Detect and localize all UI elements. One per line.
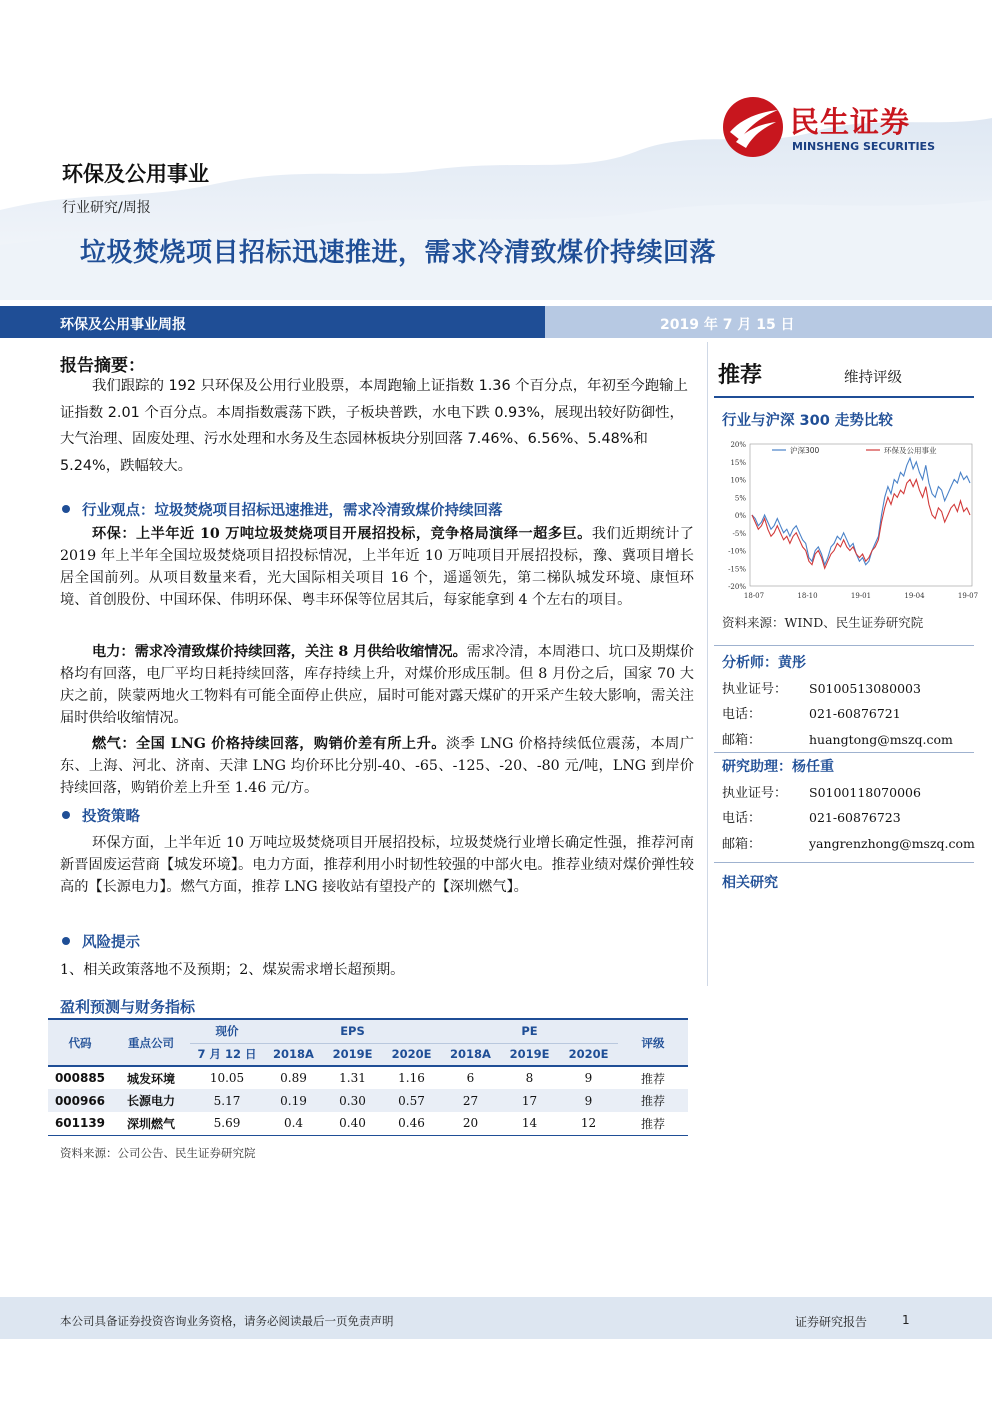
chart-grid xyxy=(750,444,972,586)
header-price-date: 7 月 12 日 xyxy=(190,1043,264,1066)
header-rating: 评级 xyxy=(618,1020,688,1066)
table-row xyxy=(48,1089,688,1112)
header-price: 现价 xyxy=(190,1020,264,1043)
gas-paragraph xyxy=(60,733,694,799)
env-lead: 环保：上半年近 10 万吨垃圾焚烧项目开展招投标，竞争格局演绎一超多巨。 xyxy=(92,526,592,542)
logo-text-en: MINSHENG SECURITIES xyxy=(792,140,935,153)
cell-pe-2019e: 14 xyxy=(500,1112,559,1135)
assistant-phone-label: 电话： xyxy=(722,811,762,826)
series-line-1 xyxy=(752,480,970,569)
x-tick-label: 18-10 xyxy=(797,592,818,600)
summary-heading: 报告摘要： xyxy=(60,356,145,376)
rating-maintain: 维持评级 xyxy=(844,370,902,386)
header-eps-2020e: 2020E xyxy=(382,1043,441,1066)
chart-legend xyxy=(772,445,937,455)
invest-heading xyxy=(62,805,140,826)
y-tick-label: 5% xyxy=(734,494,746,503)
gas-lead: 燃气：全国 LNG 价格持续回落，购销价差有所上升。 xyxy=(92,736,446,752)
analyst-heading: 分析师：黄彤 xyxy=(722,655,806,671)
cell-pe-2018a: 6 xyxy=(441,1066,500,1089)
analyst-phone xyxy=(722,703,901,722)
analyst-phone-value: 021-60876721 xyxy=(809,706,901,721)
header-pe-2020e: 2020E xyxy=(559,1043,618,1066)
y-tick-label: 20% xyxy=(730,441,746,449)
analyst-phone-label: 电话： xyxy=(722,707,762,722)
invest-text: 环保方面，上半年近 10 万吨垃圾焚烧项目开展招投标，垃圾焚烧行业增长确定性强，推荐河南新晋固废运营商【城发环境】。电力方面，推荐利用小时韧性较强的中部火电。推荐业绩对煤价弹性较高的【长源电力】。燃气方面，推荐 LNG 接收站有望投产的【深圳燃气】。 xyxy=(60,835,694,895)
analyst-license xyxy=(722,678,921,697)
header-eps: EPS xyxy=(264,1020,441,1043)
y-tick-label: 15% xyxy=(730,458,746,467)
cell-pe-2018a: 27 xyxy=(441,1089,500,1112)
logo-icon xyxy=(722,96,784,158)
assistant-license-value: S0100118070006 xyxy=(809,785,921,800)
cell-code: 000966 xyxy=(48,1089,112,1112)
assistant-email xyxy=(722,833,975,852)
bullet-icon xyxy=(62,505,70,513)
trend-title: 行业与沪深 300 走势比较 xyxy=(722,413,893,429)
report-title: 垃圾焚烧项目招标迅速推进，需求冷清致煤价持续回落 xyxy=(80,238,717,268)
cell-code: 000885 xyxy=(48,1066,112,1089)
cell-rating: 推荐 xyxy=(618,1066,688,1089)
y-tick-label: -10% xyxy=(728,547,746,556)
summary-text: 我们跟踪的 192 只环保及公用行业股票，本周跑输上证指数 1.36 个百分点，年初至今跑输上证指数 2.01 个百分点。本周指数震荡下跌，子板块普跌，水电下跌 0.93%，展现出较好防御性，大气治理、固废处理、污水处理和水务及生态园林板块分别回落 7.46%、6.56%、5.48%和 5.24%，跌幅较大。 xyxy=(60,378,688,474)
cell-pe-2020e: 9 xyxy=(559,1089,618,1112)
header-company: 重点公司 xyxy=(112,1020,190,1066)
legend-label-1: 环保及公用事业 xyxy=(884,446,937,455)
report-date: 2019 年 7 月 15 日 xyxy=(660,317,795,333)
header-pe-2019e: 2019E xyxy=(500,1043,559,1066)
env-text: 我们近期统计了 2019 年上半年全国垃圾焚烧项目招投标情况，上半年近 10 万吨项目开展招投标，豫、冀项目增长居全国前列。从项目数量来看，光大国际相关项目 16 个，遥遥领先，第二梯队城发环境、康恒环境、首创股份、中国环保、伟明环保、粤丰环保等位居其后，每家能拿到 4 个左右的项目。 xyxy=(60,526,694,608)
assistant-rule xyxy=(714,752,974,753)
cell-eps-2020e: 0.46 xyxy=(382,1112,441,1135)
cell-eps-2018a: 0.4 xyxy=(264,1112,323,1135)
page-number: 1 xyxy=(902,1313,910,1327)
report-type: 行业研究/周报 xyxy=(62,200,151,216)
x-tick-label: 18-07 xyxy=(743,592,765,600)
cell-pe-2020e: 9 xyxy=(559,1066,618,1089)
risk-heading xyxy=(62,931,140,952)
cell-price: 5.69 xyxy=(190,1112,264,1135)
chart-frame xyxy=(750,444,972,586)
header-eps-2019e: 2019E xyxy=(323,1043,382,1066)
rating-rule xyxy=(714,396,974,398)
bullet-icon xyxy=(62,937,70,945)
cell-pe-2019e: 17 xyxy=(500,1089,559,1112)
cell-name: 深圳燃气 xyxy=(112,1112,190,1135)
risk-heading-text: 风险提示 xyxy=(82,934,140,951)
power-paragraph xyxy=(60,641,694,729)
assistant-heading: 研究助理：杨任重 xyxy=(722,759,834,775)
cell-price: 5.17 xyxy=(190,1089,264,1112)
header-pe-2018a: 2018A xyxy=(441,1043,500,1066)
cell-rating: 推荐 xyxy=(618,1089,688,1112)
footer-report-label: 证券研究报告 xyxy=(795,1315,868,1329)
cell-eps-2018a: 0.19 xyxy=(264,1089,323,1112)
header-eps-2018a: 2018A xyxy=(264,1043,323,1066)
chart-lines xyxy=(752,458,970,568)
cell-name: 长源电力 xyxy=(112,1089,190,1112)
assistant-license xyxy=(722,782,921,801)
chart-x-ticks xyxy=(744,592,978,600)
table-row xyxy=(48,1112,688,1135)
y-tick-label: 10% xyxy=(730,476,746,485)
analyst-email-label: 邮箱： xyxy=(722,733,762,748)
cell-price: 10.05 xyxy=(190,1066,264,1089)
cell-pe-2018a: 20 xyxy=(441,1112,500,1135)
cell-eps-2019e: 0.40 xyxy=(323,1112,382,1135)
cell-rating: 推荐 xyxy=(618,1112,688,1135)
cell-name: 城发环境 xyxy=(112,1066,190,1089)
y-tick-label: -20% xyxy=(728,583,746,591)
chart-y-ticks xyxy=(728,441,746,591)
analyst-email-value[interactable]: huangtong@mszq.com xyxy=(809,732,953,747)
y-tick-label: 0% xyxy=(734,512,746,520)
bullet-icon xyxy=(62,811,70,819)
sector-title: 环保及公用事业 xyxy=(62,162,209,186)
cell-eps-2018a: 0.89 xyxy=(264,1066,323,1089)
view-heading xyxy=(62,499,503,520)
column-divider xyxy=(707,342,708,986)
trend-chart xyxy=(716,436,978,606)
assistant-email-label: 邮箱： xyxy=(722,837,762,852)
cell-code: 601139 xyxy=(48,1112,112,1135)
x-tick-label: 19-07 xyxy=(957,592,978,600)
analyst-rule xyxy=(714,645,974,646)
power-lead: 电力：需求冷清致煤价持续回落，关注 8 月供给收缩情况。 xyxy=(92,644,467,660)
logo-text-cn: 民生证券 xyxy=(790,105,911,139)
table-row xyxy=(48,1066,688,1089)
footer-disclaimer: 本公司具备证券投资咨询业务资格，请务必阅读最后一页免责声明 xyxy=(60,1314,394,1328)
band-label: 环保及公用事业周报 xyxy=(60,317,186,333)
legend-label-0: 沪深300 xyxy=(790,446,820,455)
assistant-phone-value: 021-60876723 xyxy=(809,810,901,825)
env-paragraph xyxy=(60,523,694,611)
analyst-license-label: 执业证号： xyxy=(722,682,788,697)
related-rule xyxy=(714,862,974,863)
financials-source: 资料来源：公司公告、民生证券研究院 xyxy=(60,1146,256,1160)
rating-label: 推荐 xyxy=(718,363,763,388)
view-heading-text: 行业观点：垃圾焚烧项目招标迅速推进，需求冷清致煤价持续回落 xyxy=(82,502,503,519)
assistant-email-value[interactable]: yangrenzhong@mszq.com xyxy=(809,836,975,851)
cell-eps-2020e: 0.57 xyxy=(382,1089,441,1112)
cell-eps-2020e: 1.16 xyxy=(382,1066,441,1089)
financials-table xyxy=(48,1020,688,1136)
header-code: 代码 xyxy=(48,1020,112,1066)
y-tick-label: -15% xyxy=(728,565,746,574)
cell-eps-2019e: 1.31 xyxy=(323,1066,382,1089)
trend-source: 资料来源：WIND、民生证券研究院 xyxy=(722,615,924,630)
related-heading: 相关研究 xyxy=(722,875,778,891)
power-text: 需求冷清，本周港口、坑口及期煤价格均有回落，电厂平均日耗持续回落，库存持续上升，对煤价形成压制。但 8 月份之后，国家 70 大庆之前，陕蒙两地火工物料有可能全面停止供应，届时可能对露天煤矿的开采产生较大影响，需关注届时供给收缩情况。 xyxy=(60,644,694,726)
gas-text: 淡季 LNG 价格持续低位震荡，本周广东、上海、河北、济南、天津 LNG 均价环比分别-40、-65、-125、-20、-80 元/吨，LNG 到岸价持续回落，购销价差上升至 1.46 元/方。 xyxy=(60,736,694,796)
header-pe: PE xyxy=(441,1020,618,1043)
x-tick-label: 19-01 xyxy=(850,592,872,600)
cell-pe-2020e: 12 xyxy=(559,1112,618,1135)
analyst-email xyxy=(722,729,953,748)
assistant-phone xyxy=(722,807,901,826)
financials-title: 盈利预测与财务指标 xyxy=(60,998,196,1016)
cell-pe-2019e: 8 xyxy=(500,1066,559,1089)
x-tick-label: 19-04 xyxy=(904,592,925,600)
invest-heading-text: 投资策略 xyxy=(82,808,140,825)
cell-eps-2019e: 0.30 xyxy=(323,1089,382,1112)
assistant-license-label: 执业证号： xyxy=(722,786,788,801)
y-tick-label: -5% xyxy=(732,529,746,538)
analyst-license-value: S0100513080003 xyxy=(809,681,921,696)
risk-text: 1、相关政策落地不及预期；2、煤炭需求增长超预期。 xyxy=(60,962,405,978)
